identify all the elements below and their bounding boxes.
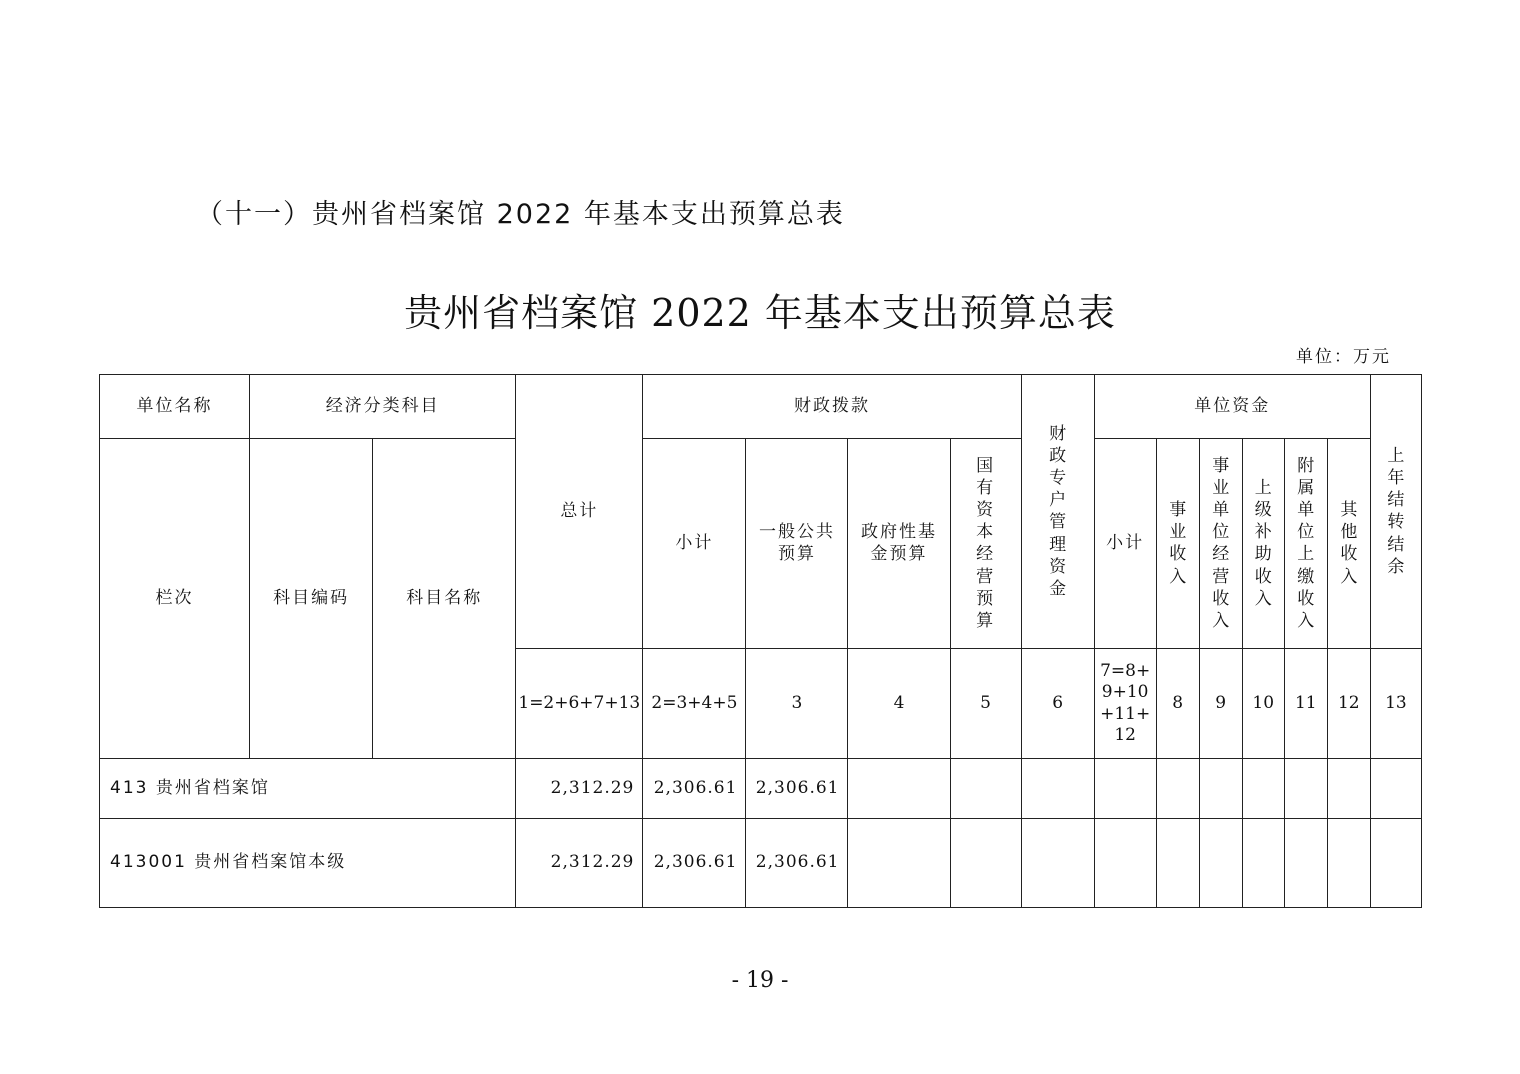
empty-cell xyxy=(1156,759,1199,819)
header-superior-subsidy: 上级补助收入 xyxy=(1242,439,1284,649)
row-total: 2,312.29 xyxy=(516,819,643,908)
header-subject-name: 科目名称 xyxy=(373,439,516,759)
empty-cell xyxy=(1242,819,1284,908)
empty-cell xyxy=(1199,819,1242,908)
empty-cell xyxy=(950,759,1021,819)
formula-cell: 6 xyxy=(1021,649,1094,759)
header-unit-name: 单位名称 xyxy=(100,375,250,439)
page-number: - 19 - xyxy=(731,968,789,993)
header-business-income: 事业收入 xyxy=(1156,439,1199,649)
formula-cell: 2=3+4+5 xyxy=(643,649,746,759)
unit-label: 单位：万元 xyxy=(1296,347,1391,367)
header-business-operating: 事业单位经营收入 xyxy=(1199,439,1242,649)
empty-cell xyxy=(950,819,1021,908)
header-fiscal-special: 财政专户管理资金 xyxy=(1021,375,1094,649)
budget-table xyxy=(99,374,1422,908)
header-econ-category: 经济分类科目 xyxy=(250,375,516,439)
formula-cell: 8 xyxy=(1156,649,1199,759)
formula-cell: 10 xyxy=(1242,649,1284,759)
header-unit-subtotal: 小计 xyxy=(1094,439,1156,649)
section-heading: （十一）贵州省档案馆 2022 年基本支出预算总表 xyxy=(196,199,845,230)
row-unit-name: 413 贵州省档案馆 xyxy=(100,759,516,819)
header-general-public: 一般公共预算 xyxy=(746,439,848,649)
empty-cell xyxy=(1327,819,1370,908)
empty-cell xyxy=(1370,819,1421,908)
header-state-capital: 国有资本经营预算 xyxy=(950,439,1021,649)
header-total: 总计 xyxy=(516,375,643,649)
header-carryover: 上年结转结余 xyxy=(1370,375,1421,649)
row-general-public: 2,306.61 xyxy=(746,759,848,819)
formula-cell: 3 xyxy=(746,649,848,759)
table-row xyxy=(100,819,1422,908)
empty-cell xyxy=(1021,759,1094,819)
header-other-income: 其他收入 xyxy=(1327,439,1370,649)
formula-cell: 9 xyxy=(1199,649,1242,759)
formula-cell: 1=2+6+7+13 xyxy=(516,649,643,759)
empty-cell xyxy=(1370,759,1421,819)
formula-cell: 7=8+9+10+11+12 xyxy=(1094,649,1156,759)
empty-cell xyxy=(1327,759,1370,819)
header-gov-fund: 政府性基金预算 xyxy=(848,439,950,649)
empty-cell xyxy=(848,759,950,819)
formula-cell: 11 xyxy=(1284,649,1327,759)
row-fiscal-subtotal: 2,306.61 xyxy=(643,819,746,908)
empty-cell xyxy=(1094,759,1156,819)
page-title: 贵州省档案馆 2022 年基本支出预算总表 xyxy=(404,291,1116,335)
header-unit-funds: 单位资金 xyxy=(1094,375,1370,439)
empty-cell xyxy=(1156,819,1199,908)
header-row-1 xyxy=(100,375,1422,439)
header-column-index: 栏次 xyxy=(100,439,250,759)
header-row-2 xyxy=(100,439,1422,649)
formula-cell: 5 xyxy=(950,649,1021,759)
row-general-public: 2,306.61 xyxy=(746,819,848,908)
formula-cell: 12 xyxy=(1327,649,1370,759)
header-subject-code: 科目编码 xyxy=(250,439,373,759)
table-row xyxy=(100,759,1422,819)
empty-cell xyxy=(1284,759,1327,819)
empty-cell xyxy=(1199,759,1242,819)
header-affiliated-remit: 附属单位上缴收入 xyxy=(1284,439,1327,649)
row-total: 2,312.29 xyxy=(516,759,643,819)
header-fiscal-subtotal: 小计 xyxy=(643,439,746,649)
formula-cell: 4 xyxy=(848,649,950,759)
row-unit-name: 413001 贵州省档案馆本级 xyxy=(100,819,516,908)
formula-cell: 13 xyxy=(1370,649,1421,759)
empty-cell xyxy=(1242,759,1284,819)
empty-cell xyxy=(1021,819,1094,908)
row-fiscal-subtotal: 2,306.61 xyxy=(643,759,746,819)
empty-cell xyxy=(1094,819,1156,908)
empty-cell xyxy=(848,819,950,908)
empty-cell xyxy=(1284,819,1327,908)
header-fiscal: 财政拨款 xyxy=(643,375,1021,439)
